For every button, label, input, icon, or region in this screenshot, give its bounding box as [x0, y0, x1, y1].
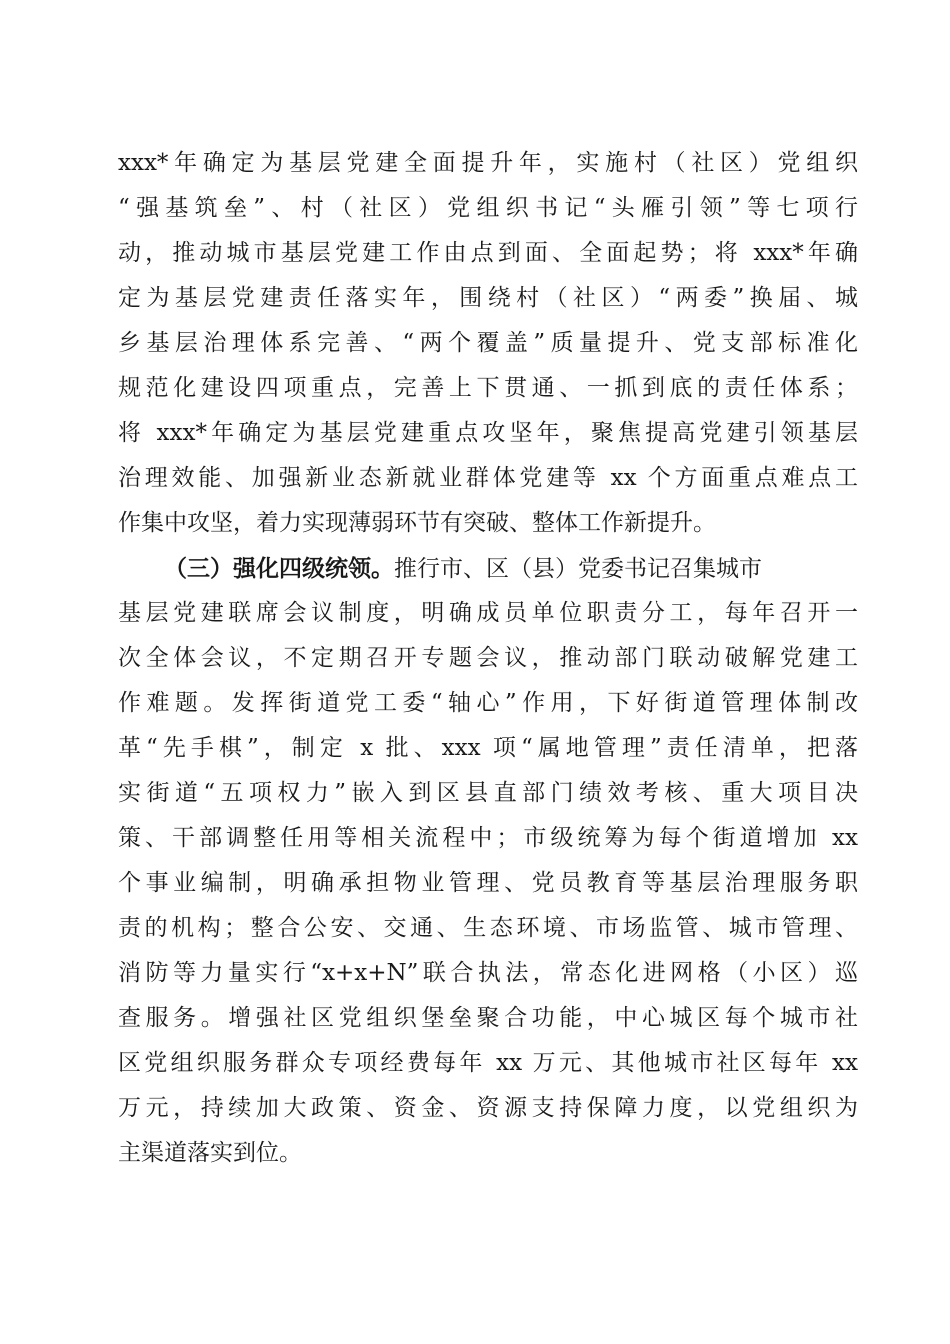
text-span: 推行市、区（县）党委书记召集城市 [394, 556, 762, 582]
text-line: xxx*年确定为基层党建全面提升年，实施村（社区）党组织 [118, 150, 858, 176]
text-line: 规范化建设四项重点，完善上下贯通、一抓到底的责任体系； [118, 375, 858, 401]
text-line: 作集中攻坚，着力实现薄弱环节有突破、整体工作新提升。 [118, 510, 716, 536]
text-line: 治理效能、加强新业态新就业群体党建等 xx 个方面重点难点工 [118, 465, 858, 491]
paragraph-2 [118, 546, 858, 1176]
paragraph-2-first-line [118, 546, 858, 591]
text-line: 个事业编制，明确承担物业管理、党员教育等基层治理服务职 [118, 870, 858, 896]
text-line: 责的机构；整合公安、交通、生态环境、市场监管、城市管理、 [118, 915, 858, 941]
paragraph-1 [118, 141, 858, 546]
text-line: 万元，持续加大政策、资金、资源支持保障力度，以党组织为 [118, 1095, 858, 1121]
document-body [118, 141, 858, 1176]
text-line: 定为基层党建责任落实年，围绕村（社区）“两委”换届、城 [118, 285, 858, 311]
text-line: 将 xxx*年确定为基层党建重点攻坚年，聚焦提高党建引领基层 [118, 420, 858, 446]
section-heading: （三）强化四级统领。 [164, 555, 394, 582]
text-line: 消防等力量实行“x+x+N”联合执法，常态化进网格（小区）巡 [118, 960, 858, 986]
text-line: 作难题。发挥街道党工委“轴心”作用，下好街道管理体制改 [118, 690, 858, 716]
text-line: 次全体会议，不定期召开专题会议，推动部门联动破解党建工 [118, 645, 858, 671]
text-line: “强基筑垒”、村（社区）党组织书记“头雁引领”等七项行 [118, 195, 858, 221]
text-line: 动，推动城市基层党建工作由点到面、全面起势；将 xxx*年确 [118, 240, 858, 266]
text-line: 乡基层治理体系完善、“两个覆盖”质量提升、党支部标准化 [118, 330, 858, 356]
text-line: 策、干部调整任用等相关流程中；市级统筹为每个街道增加 xx [118, 825, 858, 851]
text-line: 主渠道落实到位。 [118, 1140, 302, 1166]
text-line: 区党组织服务群众专项经费每年 xx 万元、其他城市社区每年 xx [118, 1050, 858, 1076]
text-line: 查服务。增强社区党组织堡垒聚合功能，中心城区每个城市社 [118, 1005, 858, 1031]
text-line: 革“先手棋”，制定 x 批、xxx 项“属地管理”责任清单，把落 [118, 735, 858, 761]
text-line: 实街道“五项权力”嵌入到区县直部门绩效考核、重大项目决 [118, 780, 858, 806]
text-line: 基层党建联席会议制度，明确成员单位职责分工，每年召开一 [118, 600, 858, 626]
